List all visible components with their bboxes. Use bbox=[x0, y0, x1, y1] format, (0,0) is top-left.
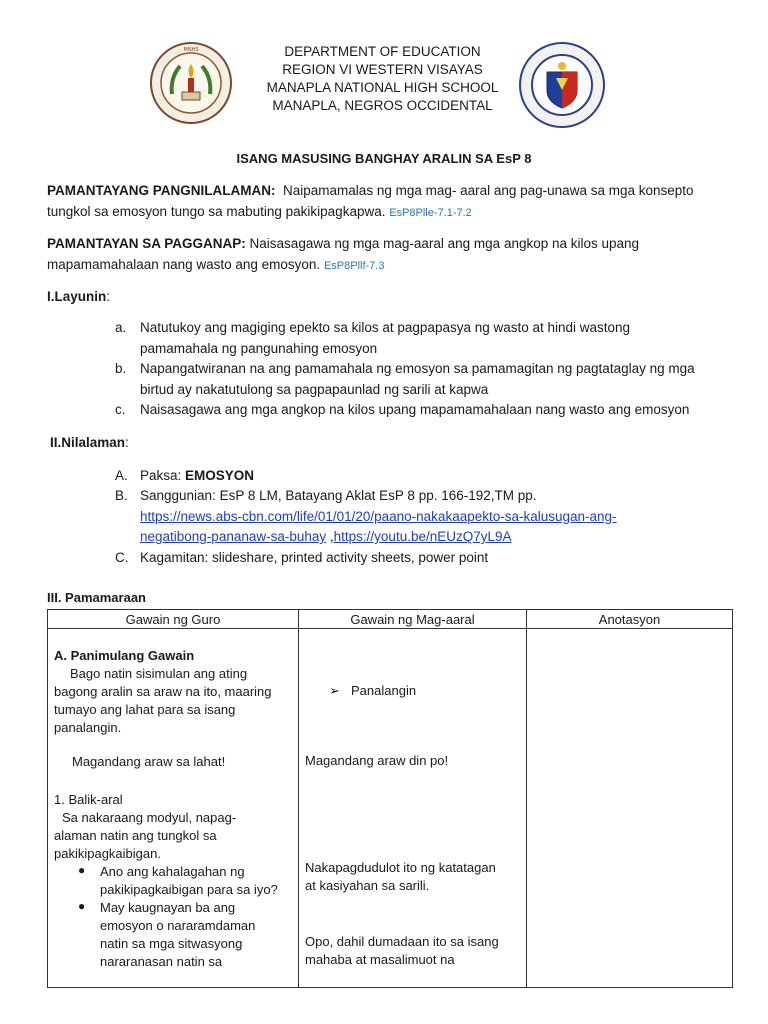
balik-aral-line-1: Sa nakaraang modyul, napag- bbox=[62, 810, 237, 825]
content-standard-label: PAMANTAYANG PANGNILALAMAN bbox=[47, 183, 272, 198]
content-b-marker: B. bbox=[115, 488, 128, 503]
topic-value: EMOSYON bbox=[185, 468, 255, 483]
question-2-line-3: natin sa mga sitwasyong bbox=[100, 936, 243, 951]
content-standard: PAMANTAYANG PANGNILALAMAN: Naipamamalas ng mga mag- aaral ang pag-unawa sa mga konsepto tungkol sa emosyon tungo sa mabuting pakikipagkapwa. EsP8Plle-7.1-7.2 bbox=[47, 183, 694, 219]
objective-c: Naisasagawa ang mga angkop na kilos upang mapamamahalaan nang wasto ang emosyon bbox=[140, 402, 690, 417]
objective-a-marker: a. bbox=[115, 320, 127, 335]
reference-link-youtube[interactable]: https://youtu.be/nEUzQ7yL9A bbox=[333, 529, 512, 544]
balik-aral-heading: 1. Balik-aral bbox=[54, 792, 123, 807]
student-greeting: Magandang araw din po! bbox=[305, 753, 449, 768]
balik-aral-line-3: pakikipagkaibigan. bbox=[54, 846, 161, 861]
procedure-table bbox=[47, 609, 733, 988]
content-standard-code: EsP8Plle-7.1-7.2 bbox=[389, 207, 472, 219]
content-standard-text-1: Naipamamalas ng mga mag- aaral ang pag-unawa sa mga konsepto bbox=[283, 183, 694, 198]
objectives-heading: I.Layunin: bbox=[47, 289, 111, 304]
question-2-line-1: May kaugnayan ba ang bbox=[100, 900, 236, 915]
topic bbox=[140, 466, 254, 487]
student-answer-1-line-1: Nakapagdudulot ito ng katatagan bbox=[305, 860, 496, 875]
performance-standard-text-1: Naisasagawa ng mga mag-aaral ang mga angkop na kilos upang bbox=[249, 236, 640, 251]
topic-label: Paksa: bbox=[140, 468, 182, 483]
question-1-line-2: pakikipagkaibigan para sa iyo? bbox=[100, 882, 278, 897]
header-line-2: REGION VI WESTERN VISAYAS bbox=[282, 62, 483, 77]
objective-a: Natutukoy ang magiging epekto sa kilos at pagpapasya ng wasto at hindi wastong pamamahala ng pangunahing emosyon bbox=[140, 320, 631, 356]
question-1-line-1: Ano ang kahalagahan ng bbox=[100, 864, 245, 879]
reference-link-abs-cbn[interactable]: https://news.abs-cbn.com/life/01/01/20/paano-nakakaapekto-sa-kalusugan-ang- bbox=[140, 508, 617, 524]
content-heading: II.Nilalaman: bbox=[50, 435, 129, 450]
section-panimulang-gawain: A. Panimulang Gawain bbox=[54, 648, 195, 663]
objective-c-marker: c. bbox=[115, 402, 126, 417]
intro-line-2: bagong aralin sa araw na ito, maaring bbox=[54, 684, 272, 699]
column-header-annotation: Anotasyon bbox=[527, 610, 733, 629]
bullet-icon: ● bbox=[78, 899, 86, 913]
performance-standard-text-2: mapamamahalaan nang wasto ang emosyon. bbox=[47, 257, 321, 272]
lesson-plan-title: ISANG MASUSING BANGHAY ARALIN SA EsP 8 bbox=[236, 151, 532, 166]
header-line-4: MANAPLA, NEGROS OCCIDENTAL bbox=[272, 98, 493, 113]
teacher-activity-cell bbox=[48, 629, 299, 988]
references: Sanggunian: EsP 8 LM, Batayang Aklat EsP 8 pp. 166-192,TM pp. https://news.abs-cbn.com/life/01/01/20/paano-nakakaapekto-sa-kalusugan-ang- negatibong-pananaw-sa-buhay ,https://youtu.be/nEUzQ7yL9A bbox=[140, 488, 617, 544]
intro-line-4: panalangin. bbox=[54, 720, 122, 735]
student-prayer: Panalangin bbox=[351, 683, 417, 698]
question-2-line-2: emosyon o nararamdaman bbox=[100, 918, 256, 933]
header-line-1: DEPARTMENT OF EDUCATION bbox=[284, 44, 481, 59]
arrow-bullet-icon: ➢ bbox=[329, 683, 340, 698]
question-2-line-4: nararanasan natin sa bbox=[100, 954, 223, 969]
deped-seal bbox=[519, 42, 605, 128]
svg-text:MNHS: MNHS bbox=[183, 47, 199, 53]
objective-b-marker: b. bbox=[115, 361, 127, 376]
bullet-icon: ● bbox=[78, 863, 86, 877]
intro-line-1: Bago natin sisimulan ang ating bbox=[70, 666, 248, 681]
student-answer-2-line-2: mahaba at masalimuot na bbox=[305, 952, 455, 967]
reference-link-abs-cbn-cont[interactable]: negatibong-pananaw-sa-buhay bbox=[140, 529, 327, 544]
materials: Kagamitan: slideshare, printed activity sheets, power point bbox=[140, 550, 489, 565]
column-header-student: Gawain ng Mag-aaral bbox=[299, 610, 527, 629]
header-line-3: MANAPLA NATIONAL HIGH SCHOOL bbox=[266, 80, 499, 95]
balik-aral-line-2: alaman natin ang tungkol sa bbox=[54, 828, 217, 843]
student-answer-1-line-2: at kasiyahan sa sarili. bbox=[305, 878, 430, 893]
objective-b: Napangatwiranan na ang pamamahala ng emosyon sa pamamagitan ng pagtataglay ng mga birtud ay nakatutulong sa pagpapaunlad ng sarili at kapwa bbox=[140, 361, 695, 397]
procedure-heading: III. Pamamaraan bbox=[47, 590, 146, 605]
performance-standard-label: PAMANTAYAN SA PAGGANAP bbox=[47, 236, 242, 251]
performance-standard: PAMANTAYAN SA PAGGANAP: Naisasagawa ng mga mag-aaral ang mga angkop na kilos upang mapamamahalaan nang wasto ang emosyon. EsP8Pllf-7.3 bbox=[47, 236, 640, 272]
column-header-teacher: Gawain ng Guro bbox=[48, 610, 299, 629]
content-a-marker: A. bbox=[115, 468, 128, 483]
student-activity-cell bbox=[299, 629, 527, 988]
teacher-greeting: Magandang araw sa lahat! bbox=[72, 754, 226, 769]
annotation-cell bbox=[527, 629, 733, 988]
content-standard-text-2: tungkol sa emosyon tungo sa mabuting pakikipagkapwa. bbox=[47, 204, 386, 219]
student-answer-2-line-1: Opo, dahil dumadaan ito sa isang bbox=[305, 934, 499, 949]
school-logo bbox=[150, 42, 232, 124]
content-c-marker: C. bbox=[115, 550, 129, 565]
references-text: Sanggunian: EsP 8 LM, Batayang Aklat EsP 8 pp. 166-192,TM pp. bbox=[140, 488, 537, 503]
intro-line-3: tumayo ang lahat para sa isang bbox=[54, 702, 236, 717]
performance-standard-code: EsP8Pllf-7.3 bbox=[323, 260, 385, 272]
